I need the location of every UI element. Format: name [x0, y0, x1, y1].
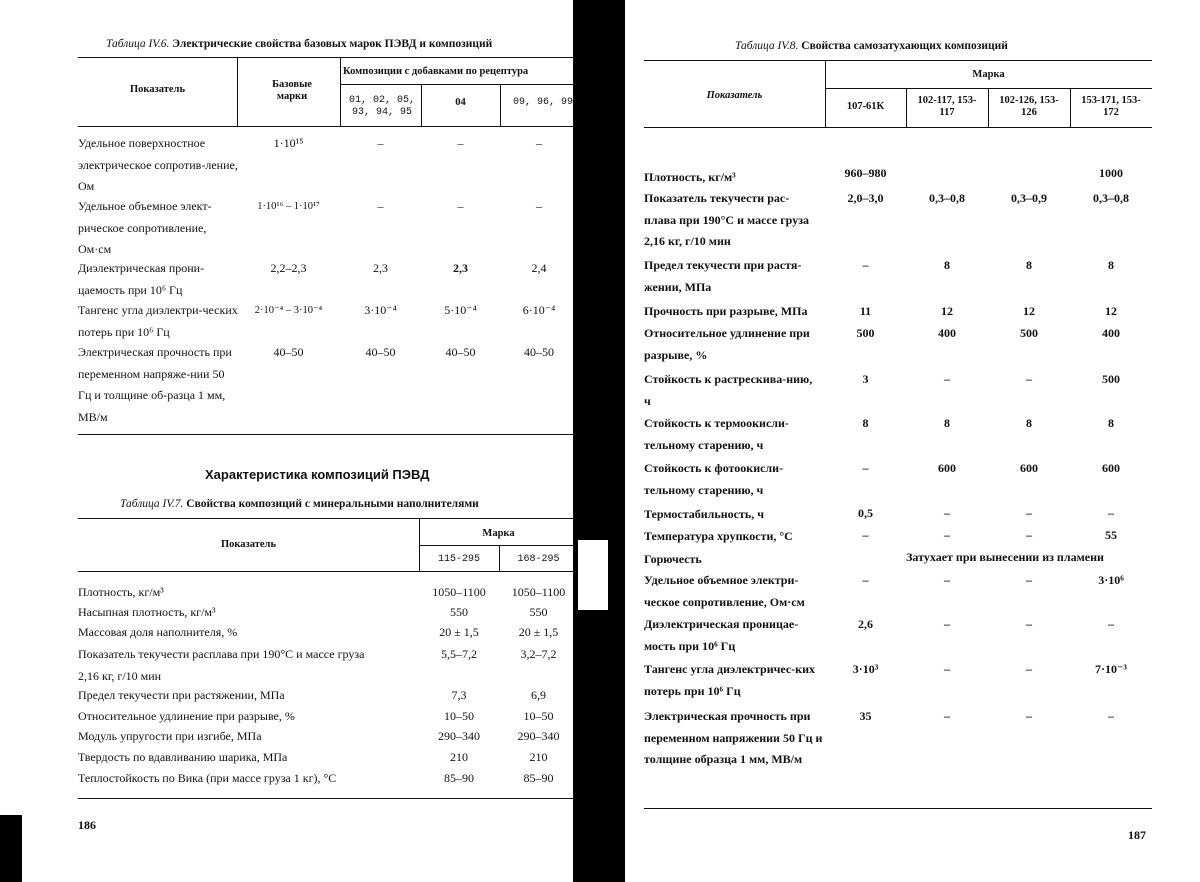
table-cell: 3	[862, 372, 869, 386]
table-row-label: Термостабильность, ч	[644, 507, 764, 521]
table-cell: –	[457, 136, 464, 150]
column-header: Базовые марки	[272, 79, 312, 102]
column-header: 102-126, 153-126	[999, 95, 1059, 118]
table-cell: 35	[859, 709, 872, 723]
table-cell: 20 ± 1,5	[439, 625, 479, 639]
column-group-header: Марка	[972, 69, 1005, 80]
table-cell: 2,4	[531, 261, 547, 275]
table-cell: 20 ± 1,5	[518, 625, 559, 639]
table-cell: 600	[1102, 461, 1120, 475]
table-cell: 40–50	[365, 345, 396, 359]
page-number: 187	[1128, 828, 1146, 842]
table-row-label: Диэлектрическая проницае-мость при 10⁶ Гц	[644, 617, 799, 653]
column-header: Показатель	[129, 84, 186, 95]
table-cell: 8	[1108, 258, 1114, 272]
table-row-label: Удельное поверхностное электрическое сопротив-ление, Ом	[78, 136, 238, 193]
table-cell-span: Затухает при вынесении из пламени	[906, 550, 1104, 564]
table-row-label: Массовая доля наполнителя, %	[78, 625, 238, 639]
table-cell: –	[536, 136, 542, 150]
table-cell: 11	[859, 304, 872, 318]
table-cell: 1·10¹⁶ – 1·10¹⁷	[257, 201, 320, 212]
column-header: Показатель	[220, 539, 277, 550]
table-cell: 400	[1102, 326, 1120, 340]
table-cell: 2,0–3,0	[847, 191, 884, 205]
table-cell: –	[944, 506, 950, 520]
table-cell: 3,2–7,2	[520, 647, 557, 661]
table-row-label: Электрическая прочность при переменном напряже-нии 50 Гц и толщине об-разца 1 мм, МВ/м	[78, 345, 232, 424]
table-cell: –	[1108, 617, 1114, 631]
table-cell: 8	[1108, 416, 1114, 430]
table-row-label: Температура хрупкости, °С	[644, 529, 793, 543]
table-cell: 85–90	[523, 771, 554, 785]
table-cell: –	[536, 199, 542, 213]
table-cell: 10–50	[523, 709, 554, 723]
table-cell: –	[377, 136, 384, 150]
table-cell: –	[862, 528, 869, 542]
column-header: 01, 02, 05, 93, 94, 95	[348, 95, 415, 118]
table-row-label: Теплостойкость по Вика (при массе груза 1 кг), °С	[78, 771, 337, 785]
table-cell: –	[457, 199, 464, 213]
column-header: 168-295	[517, 554, 560, 565]
table-cell: 2,3	[453, 261, 468, 275]
table-cell: 10–50	[444, 709, 474, 723]
table-cell: 12	[941, 304, 953, 318]
table-cell: –	[1108, 709, 1114, 723]
table-cell: –	[944, 617, 950, 631]
table-row-label: Диэлектрическая прони-цаемость при 10⁶ Гц	[78, 261, 205, 297]
table-cell: 1000	[1099, 166, 1123, 180]
table-cell: 8	[944, 416, 950, 430]
column-header: 09, 96, 99	[513, 97, 574, 108]
table-cell: 2,2–2,3	[270, 261, 307, 275]
table-cell: –	[944, 528, 950, 542]
table-row-label: Стойкость к фотоокисли-тельному старению, ч	[644, 461, 784, 497]
table-cell: 0,3–0,8	[1093, 191, 1129, 205]
table-cell: 0,3–0,8	[929, 191, 965, 205]
table-cell: 6·10⁻⁴	[522, 303, 556, 317]
table-cell: 3·10³	[852, 662, 879, 676]
table-cell: –	[1026, 662, 1032, 676]
table-cell: 7·10⁻³	[1095, 662, 1127, 676]
table-cell: 210	[529, 750, 548, 764]
table-row-label: Тангенс угла диэлектри-ческих потерь при 10⁶ Гц	[78, 303, 238, 339]
table-row-label: Тангенс угла диэлектричес-ких потерь при 10⁶ Гц	[644, 662, 815, 698]
table-row-label: Показатель текучести рас-плава при 190°С и массе груза 2,16 кг, г/10 мин	[644, 191, 810, 248]
table-row-label: Насыпная плотность, кг/м³	[78, 605, 216, 619]
table-cell: 1050–1100	[432, 585, 486, 599]
table-cell: 8	[1026, 258, 1032, 272]
table-caption: Таблица IV.7. Свойства композиций с минеральными наполнителями	[120, 498, 479, 510]
table-row-label: Электрическая прочность при переменном напряжении 50 Гц и толщине образца 1 мм, МВ/м	[644, 709, 823, 766]
table-cell: 0,5	[858, 506, 873, 520]
table-row-label: Относительное удлинение при разрыве, %	[78, 709, 295, 723]
table-row-label: Плотность, кг/м³	[78, 585, 164, 599]
table-cell: 290–340	[517, 729, 560, 743]
table-cell: –	[944, 709, 950, 723]
table-cell: –	[862, 258, 869, 272]
table-cell: 400	[938, 326, 956, 340]
table-row-label: Удельное объемное элект-рическое сопротивление, Ом·см	[78, 199, 212, 256]
left-page	[0, 0, 578, 882]
table-row-label: Предел текучести при растя-жении, МПа	[644, 258, 802, 294]
table-cell: –	[1108, 506, 1114, 520]
section-title: Характеристика композиций ПЭВД	[205, 467, 430, 482]
right-page	[630, 0, 1200, 882]
table-cell: –	[1026, 372, 1032, 386]
table-cell: 3·10⁶	[1098, 573, 1124, 587]
column-header: 102-117, 153-117	[917, 95, 977, 118]
column-header: 153-171, 153-172	[1081, 95, 1141, 118]
table-cell: 550	[529, 605, 548, 619]
table-cell: 40–50	[273, 345, 304, 359]
table-cell: 600	[938, 461, 956, 475]
column-header: 107-61К	[846, 101, 885, 112]
table-cell: 2,3	[373, 261, 388, 275]
table-cell: 500	[1020, 326, 1038, 340]
table-row-label: Горючесть	[644, 552, 702, 566]
table-cell: 2·10⁻⁴ – 3·10⁻⁴	[254, 305, 323, 316]
table-row-label: Предел текучести при растяжении, МПа	[78, 688, 285, 702]
table-row-label: Прочность при разрыве, МПа	[644, 304, 808, 318]
table-cell: 6,9	[531, 688, 546, 702]
book-gutter	[573, 0, 625, 882]
table-cell: 55	[1105, 528, 1117, 542]
table-cell: –	[1026, 506, 1032, 520]
table-cell: 12	[1105, 304, 1117, 318]
table-cell: 7,3	[451, 688, 467, 702]
scan-edge	[0, 815, 22, 882]
table-row-label: Твердость по вдавливанию шарика, МПа	[78, 750, 288, 764]
table-cell: –	[1026, 528, 1032, 542]
table-cell: 40–50	[524, 345, 554, 359]
table-cell: 1·10¹⁵	[273, 136, 304, 150]
table-row-label: Показатель текучести расплава при 190°С и массе груза 2,16 кг, г/10 мин	[78, 647, 365, 683]
column-header: 04	[455, 97, 466, 108]
table-row-label: Относительное удлинение при разрыве, %	[644, 326, 810, 362]
column-header: 115-295	[437, 554, 480, 565]
table-cell: 210	[450, 750, 468, 764]
table-cell: 500	[856, 326, 875, 340]
table-cell: –	[862, 573, 869, 587]
table-cell: 40–50	[445, 345, 476, 359]
table-row-label: Модуль упругости при изгибе, МПа	[78, 729, 262, 743]
paper-edge	[578, 540, 608, 610]
table-cell: 1050–1100	[511, 585, 566, 599]
table-cell: –	[944, 372, 950, 386]
table-cell: 550	[450, 605, 468, 619]
table-rule	[78, 57, 578, 58]
table-row-label: Стойкость к термоокисли-тельному старению, ч	[644, 416, 789, 452]
table-cell: 8	[1026, 416, 1032, 430]
column-header: Показатель	[706, 90, 763, 101]
table-cell: 85–90	[444, 771, 474, 785]
page-number: 186	[78, 818, 96, 832]
table-row-label: Плотность, кг/м³	[644, 170, 736, 184]
table-cell: 8	[862, 416, 869, 430]
table-cell: –	[1026, 617, 1032, 631]
table-row-label: Удельное объемное электри-ческое сопротивление, Ом·см	[644, 573, 805, 609]
table-cell: –	[944, 573, 950, 587]
table-cell: 500	[1102, 372, 1120, 386]
table-cell: 8	[944, 258, 950, 272]
table-cell: 12	[1023, 304, 1035, 318]
table-cell: 2,6	[858, 617, 873, 631]
table-row-label: Стойкость к растрескива-нию, ч	[644, 372, 813, 408]
table-cell: –	[862, 461, 869, 475]
table-caption: Таблица IV.6. Электрические свойства базовых марок ПЭВД и композиций	[106, 38, 493, 50]
table-caption: Таблица IV.8. Свойства самозатухающих композиций	[735, 40, 1008, 52]
table-cell: 290–340	[438, 729, 480, 743]
table-cell: 5,5–7,2	[441, 647, 477, 661]
table-cell: 600	[1020, 461, 1038, 475]
table-cell: –	[377, 199, 384, 213]
column-group-header: Композиции с добавками по рецептура	[343, 66, 529, 77]
table-cell: –	[1026, 709, 1032, 723]
table-cell: 0,3–0,9	[1011, 191, 1047, 205]
table-cell: 3·10⁻⁴	[364, 303, 397, 317]
table-cell: 960–980	[844, 166, 887, 180]
table-cell: 5·10⁻⁴	[444, 303, 477, 317]
table-cell: –	[1026, 573, 1032, 587]
table-cell: –	[944, 662, 950, 676]
column-group-header: Марка	[482, 528, 515, 539]
